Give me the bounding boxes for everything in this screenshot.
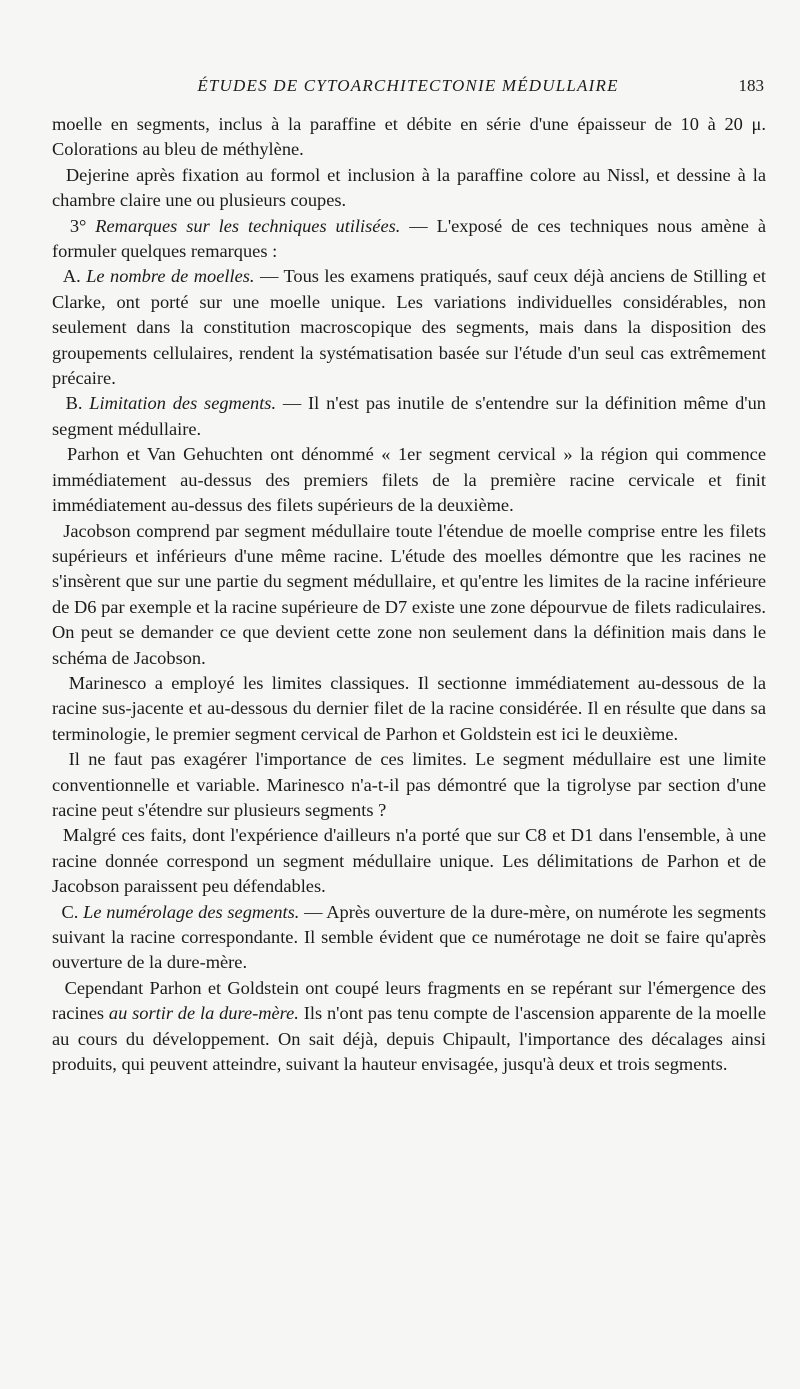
page-number: 183 [738,76,764,95]
running-head [52,76,764,102]
paragraph [52,214,766,265]
paragraph [52,442,766,518]
paragraph-text: — Tous les examens pratiqués, sauf ceux déjà anciens de Stilling et Clarke, ont porté sur une moelle unique. Les variations individuelles considérables, non seulement dans la constitution macroscopique des segments, mais dans la disposition des groupements cellulaires, rendent la systématisation basée sur l'étude d'un seul cas extrêmement précaire. [52,266,766,389]
section-heading: Remarques sur les techniques utilisées. [95,215,401,236]
section-heading: Limitation des segments. [89,393,277,414]
paragraph [52,671,766,747]
running-title: ÉTUDES DE CYTOARCHITECTONIE MÉDULLAIRE [197,76,619,95]
section-heading: Le numérolage des segments. [83,901,300,922]
paragraph-text: Ils n'ont pas tenu compte de l'ascension apparente de la moelle au cours du développement. On sait déjà, depuis Chipault, l'importance des décalages ainsi produits, qui peuvent atteindre, suivant la hauteur envisagée, jusqu'à deux et trois segments. [52,1003,766,1075]
paragraph-text: Marinesco a employé les limites classiques. Il sectionne immédiatement au-dessous de la racine sus-jacente et au-dessous du dernier filet de la racine considérée. Il en résulte que dans sa terminologie, le premier segment cervical de Parhon et Goldstein est ici le deuxième. [52,672,766,744]
paragraph-text: — L'exposé de ces techniques nous amène à formuler quelques remarques : [52,215,766,262]
paragraph [52,112,766,163]
paragraph-text: — Après ouverture de la dure-mère, on numérote les segments suivant la racine correspondante. Il semble évident que ce numérotage ne doit se faire qu'après ouverture de la dure-mère. [52,901,767,973]
paragraph-text: moelle en segments, inclus à la paraffine et débite en série d'une épaisseur de 10 à 20 μ. Colorations au bleu de méthylène. [52,114,766,160]
section-letter: B. [65,393,90,414]
paragraph [52,391,766,442]
section-letter: C. [61,901,84,922]
paragraph-text: Jacobson comprend par segment médullaire toute l'étendue de moelle comprise entre les filets supérieurs et inférieurs d'une même racine. L'étude des moelles démontre que les racines ne s'insèrent que sur une partie du segment médullaire, et qu'entre les limites de la racine inférieure de D6 par exemple et la racine supérieure de D7 existe une zone dépourvue de filets radiculaires. On peut se demander ce que devient cette zone non seulement dans la définition mais dans le schéma de Jacobson. [52,520,766,668]
section-heading: Le nombre de moelles. [86,266,255,287]
section-number: 3° [69,215,96,236]
paragraph [52,900,766,976]
paragraph [52,163,766,214]
paragraph [52,519,766,671]
paragraph [52,747,766,823]
paragraph [52,976,766,1078]
paragraph-text: Malgré ces faits, dont l'expérience d'ailleurs n'a porté que sur C8 et D1 dans l'ensemble, à une racine donnée correspond un segment médullaire unique. Les délimitations de Parhon et de Jacobson paraissent peu défendables. [52,825,766,897]
paragraph [52,823,766,899]
paragraph-text: — Il n'est pas inutile de s'entendre sur la définition même d'un segment médullaire. [52,393,766,439]
paragraph-text: Parhon et Van Gehuchten ont dénommé « 1er segment cervical » la région qui commence immédiatement au-dessus des premiers filets de la première racine cervicale et finit immédiatement au-dessus des filets supérieurs de la deuxième. [52,444,766,516]
section-letter: A. [62,266,87,287]
emphasis-text: au sortir de la dure-mère. [108,1003,299,1024]
paragraph-text: Dejerine après fixation au formol et inclusion à la paraffine colore au Nissl, et dessine à la chambre claire une ou plusieurs coupes. [52,164,766,211]
body-text [52,112,766,1077]
paragraph [52,264,766,391]
paragraph-text: Il ne faut pas exagérer l'importance de ces limites. Le segment médullaire est une limite conventionnelle et variable. Marinesco n'a-t-il pas démontré que la tigrolyse par section d'une racine peut s'étendre sur plusieurs segments ? [52,749,766,820]
paragraph-text: Cependant Parhon et Goldstein ont coupé leurs fragments en se repérant sur l'émergence des racines [52,977,766,1024]
